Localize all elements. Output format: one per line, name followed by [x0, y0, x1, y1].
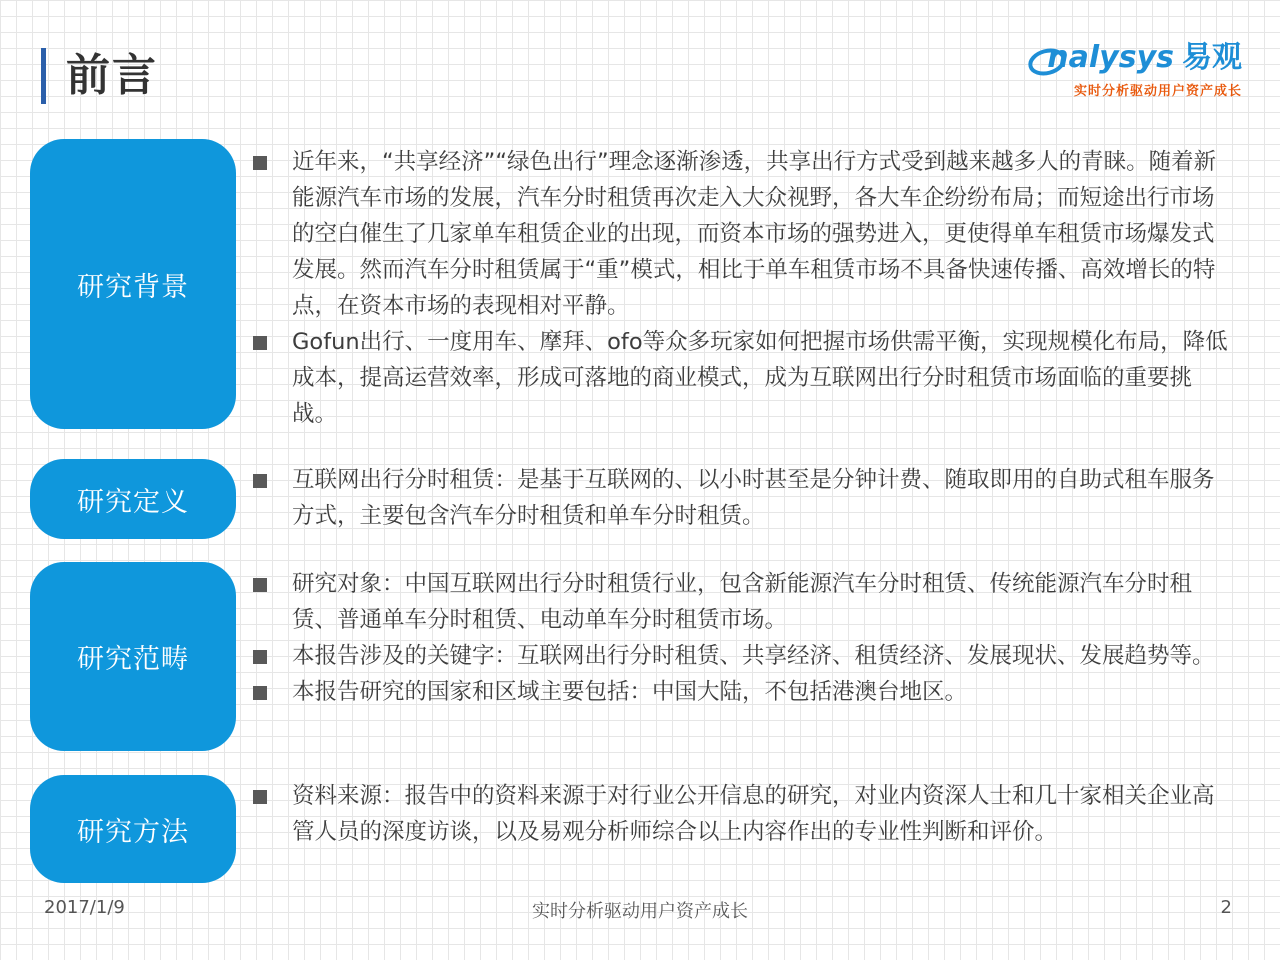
list-item: [252, 324, 1232, 432]
section-content-background: [252, 144, 1232, 432]
list-item-text: 本报告涉及的关键字：互联网出行分时租赁、共享经济、租赁经济、发展现状、发展趋势等。: [292, 643, 1215, 669]
logo-brand-en: nalysys: [1047, 40, 1174, 75]
list-item-text: Gofun出行、一度用车、摩拜、ofo等众多玩家如何把握市场供需平衡，实现规模化布局，降低成本，提高运营效率，形成可落地的商业模式，成为互联网出行分时租赁市场面临的重要挑战。: [292, 329, 1228, 427]
section-content-definition: [252, 462, 1232, 534]
section-content-scope: [252, 566, 1232, 710]
list-item: [252, 566, 1232, 638]
footer-date: 2017/1/9: [44, 897, 125, 918]
logo-slogan: 实时分析驱动用户资产成长: [1073, 84, 1242, 99]
title-accent-bar: [41, 48, 46, 104]
list-item: [252, 778, 1232, 850]
logo-brand-cn: 易观: [1182, 40, 1242, 75]
square-bullet-icon: [253, 336, 267, 350]
list-item-text: 研究对象：中国互联网出行分时租赁行业，包含新能源汽车分时租赁、传统能源汽车分时租赁、普通单车分时租赁、电动单车分时租赁市场。: [292, 571, 1193, 633]
section-label-method: 研究方法: [30, 775, 236, 883]
page-title: 前言: [66, 50, 158, 101]
list-item: [252, 144, 1232, 324]
square-bullet-icon: [253, 156, 267, 170]
section-content-method: [252, 778, 1232, 850]
square-bullet-icon: [253, 686, 267, 700]
list-item: [252, 638, 1232, 674]
list-item-text: 近年来，“共享经济”“绿色出行”理念逐渐渗透，共享出行方式受到越来越多人的青睐。随着新能源汽车市场的发展，汽车分时租赁再次走入大众视野，各大车企纷纷布局；而短途出行市场的空白催生了几家单车租赁企业的出现，而资本市场的强势进入，更使得单车租赁市场爆发式发展。然而汽车分时租赁属于“重”模式，相比于单车租赁市场不具备快速传播、高效增长的特点，在资本市场的表现相对平静。: [292, 149, 1217, 319]
section-label-scope: 研究范畴: [30, 562, 236, 751]
square-bullet-icon: [253, 474, 267, 488]
square-bullet-icon: [253, 650, 267, 664]
logo-brand: [1047, 38, 1242, 78]
list-item-text: 本报告研究的国家和区域主要包括：中国大陆，不包括港澳台地区。: [292, 679, 968, 705]
list-item-text: 资料来源：报告中的资料来源于对行业公开信息的研究，对业内资深人士和几十家相关企业高管人员的深度访谈，以及易观分析师综合以上内容作出的专业性判断和评价。: [292, 783, 1215, 845]
analysys-logo: [1027, 38, 1242, 100]
square-bullet-icon: [253, 790, 267, 804]
section-label-background: 研究背景: [30, 139, 236, 429]
section-label-definition: 研究定义: [30, 459, 236, 539]
footer-slogan: 实时分析驱动用户资产成长: [532, 901, 748, 922]
page-number: 2: [1220, 897, 1232, 918]
square-bullet-icon: [253, 578, 267, 592]
list-item: [252, 462, 1232, 534]
list-item: [252, 674, 1232, 710]
list-item-text: 互联网出行分时租赁：是基于互联网的、以小时甚至是分钟计费、随取即用的自助式租车服务方式，主要包含汽车分时租赁和单车分时租赁。: [292, 467, 1215, 529]
